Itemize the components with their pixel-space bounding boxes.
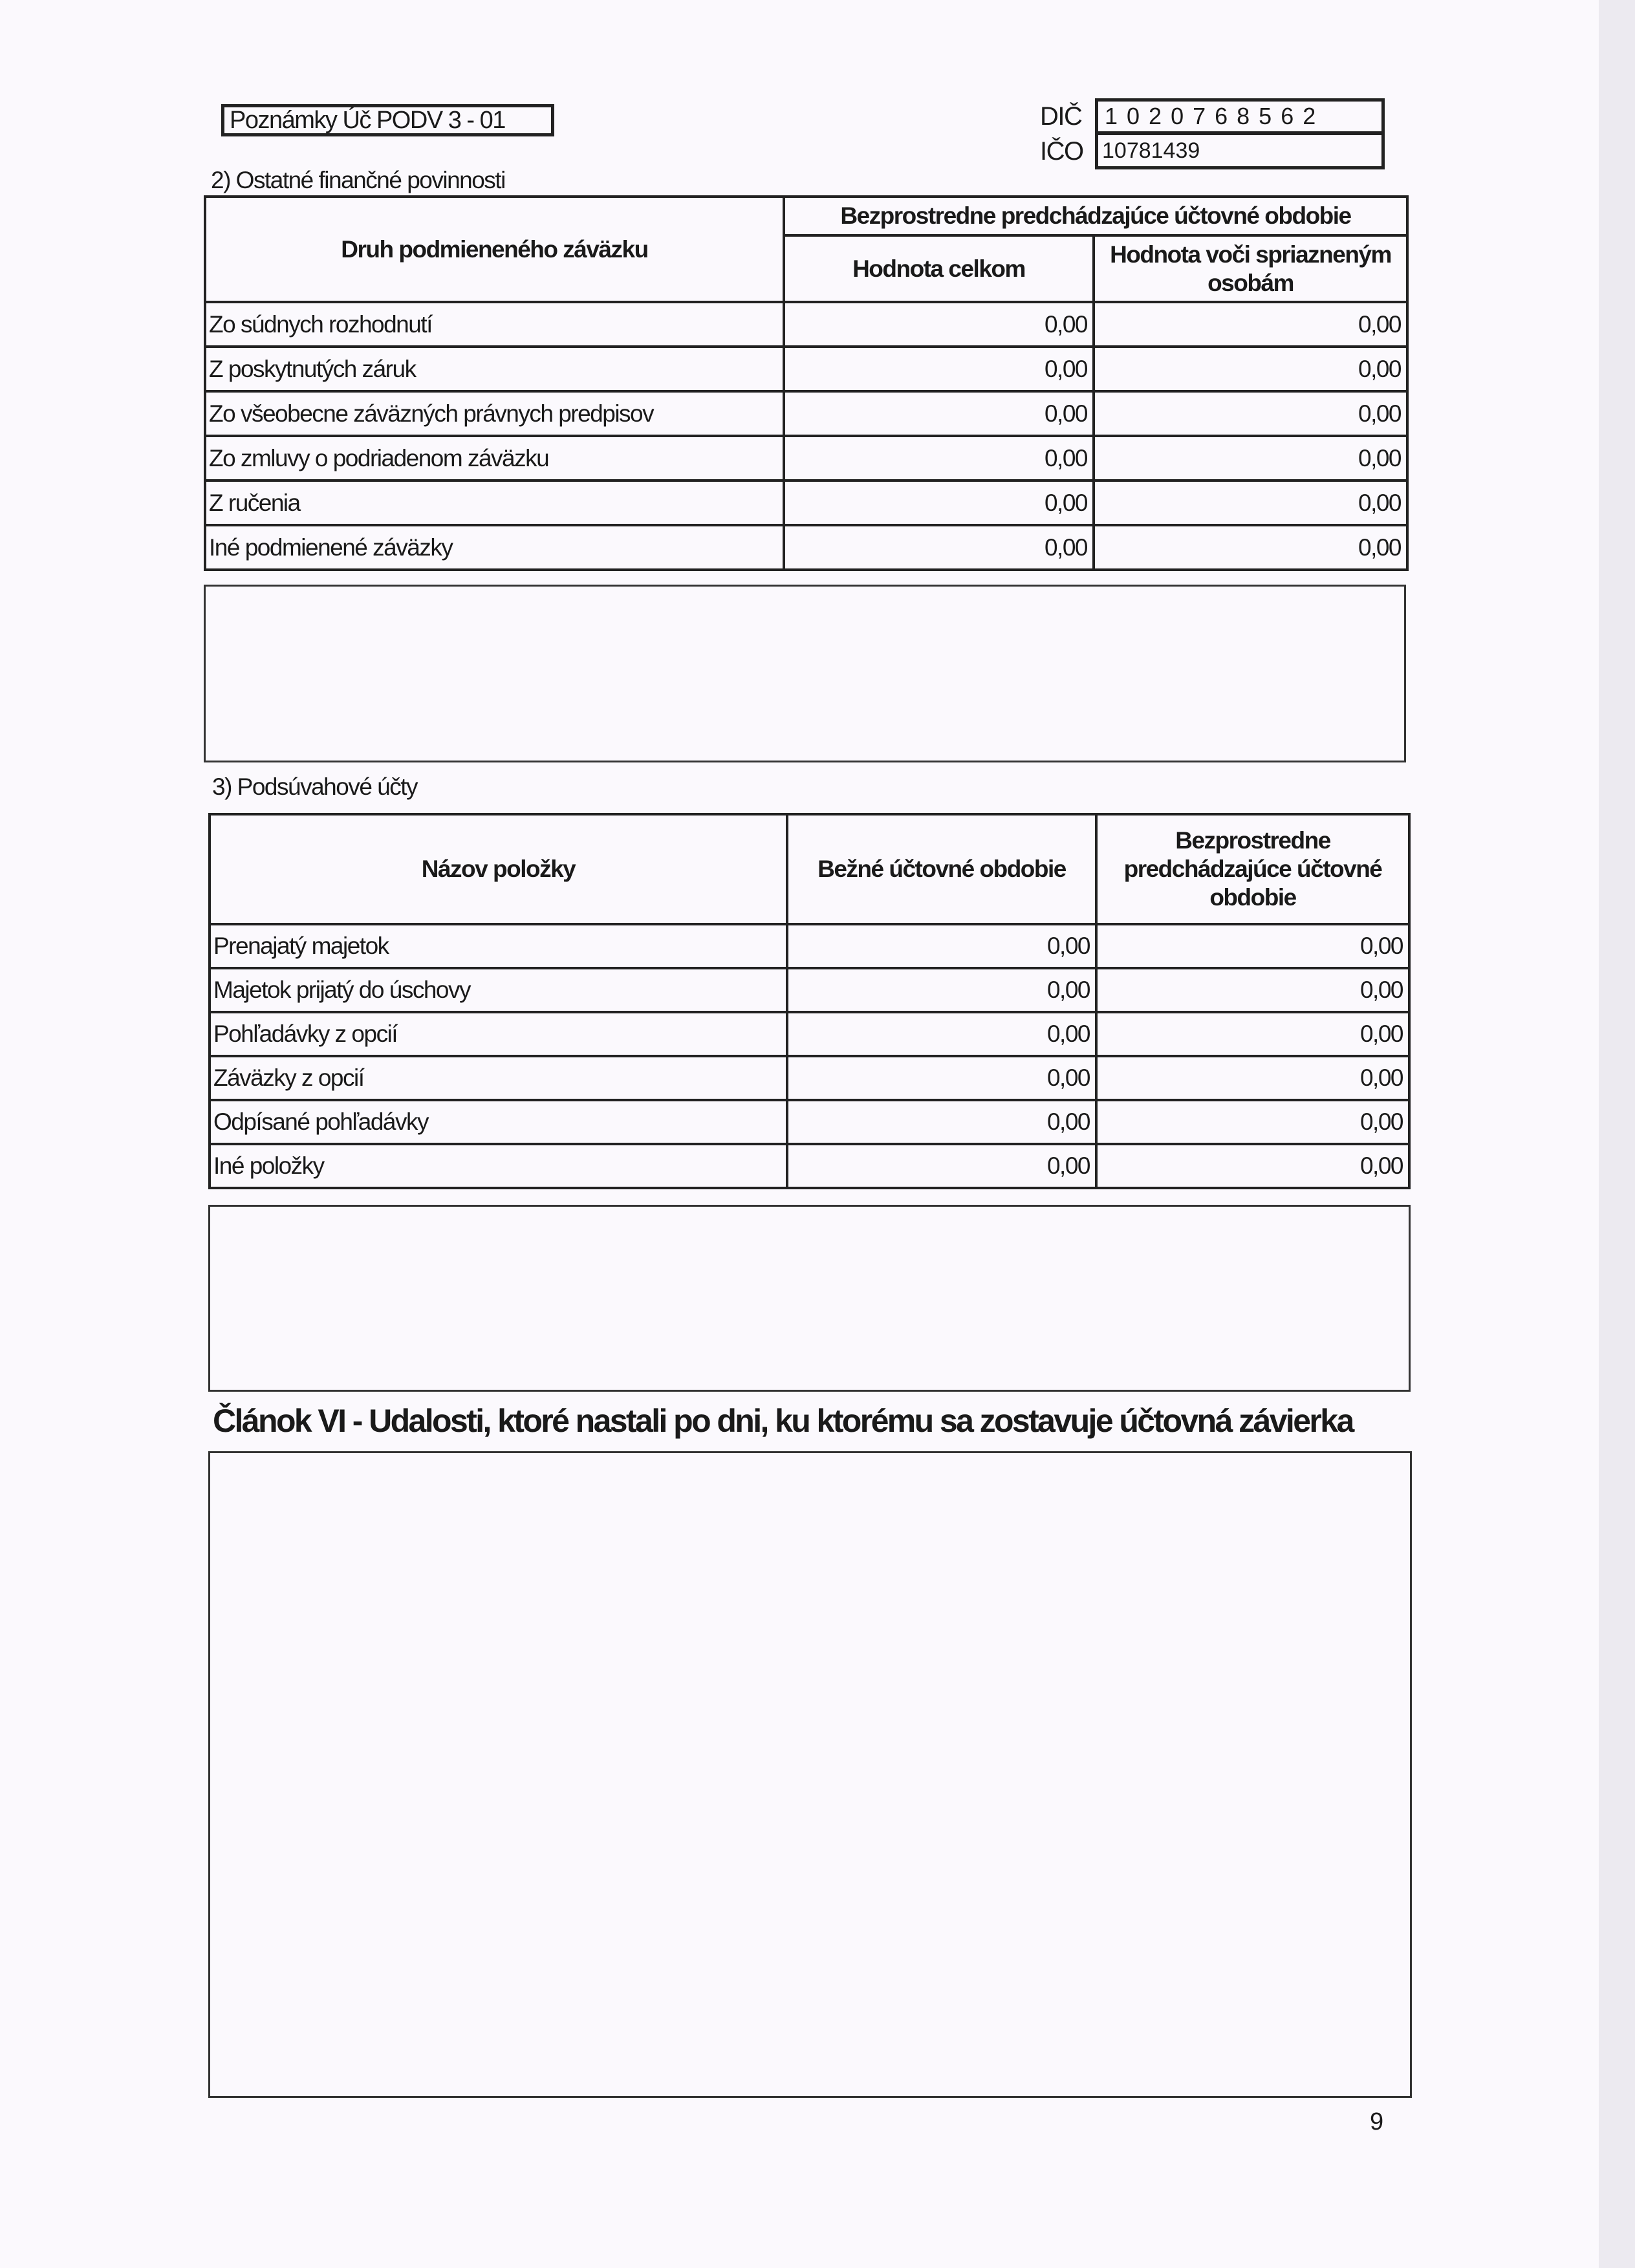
table-row (210, 1056, 1409, 1100)
dic-label: DIČ (1040, 102, 1082, 131)
article6-notes-box[interactable] (208, 1451, 1412, 2098)
current-value: 0,00 (787, 924, 1096, 968)
col-header-related: Hodnota voči spriazneným osobám (1094, 235, 1407, 302)
table-row (205, 391, 1407, 436)
table-row (205, 347, 1407, 391)
related-value: 0,00 (1094, 525, 1407, 570)
previous-value: 0,00 (1096, 1056, 1409, 1100)
section2-notes-box[interactable] (204, 585, 1406, 762)
related-value: 0,00 (1094, 391, 1407, 436)
previous-value: 0,00 (1096, 924, 1409, 968)
table-row (210, 968, 1409, 1012)
article6-heading: Článok VI - Udalosti, ktoré nastali po dni, ku ktorému sa zostavuje účtovná závierka (213, 1403, 1353, 1439)
col-header-group: Bezprostredne predchádzajúce účtovné obdobie (784, 197, 1407, 235)
col-header-name: Názov položky (210, 814, 787, 924)
table-row (210, 1144, 1409, 1188)
current-value: 0,00 (787, 1144, 1096, 1188)
ico-field: 10781439 (1095, 132, 1385, 169)
row-label: Iné podmienené záväzky (205, 525, 784, 570)
row-label: Pohľadávky z opcií (210, 1012, 787, 1056)
previous-value: 0,00 (1096, 1012, 1409, 1056)
related-value: 0,00 (1094, 347, 1407, 391)
table-row (205, 302, 1407, 347)
col-header-previous: Bezprostredne predchádzajúce účtovné obdobie (1096, 814, 1409, 924)
scan-edge (1599, 0, 1635, 2268)
row-label: Z poskytnutých záruk (205, 347, 784, 391)
ico-label: IČO (1040, 137, 1083, 166)
current-value: 0,00 (787, 968, 1096, 1012)
col-header-type: Druh podmieneného záväzku (205, 197, 784, 302)
dic-field: 1 0 2 0 7 6 8 5 6 2 (1095, 98, 1385, 135)
section2-title: 2) Ostatné finančné povinnosti (211, 167, 505, 193)
total-value: 0,00 (784, 391, 1094, 436)
col-header-current: Bežné účtovné obdobie (787, 814, 1096, 924)
form-code-box: Poznámky Úč PODV 3 - 01 (221, 104, 554, 136)
financial-obligations-table (204, 195, 1409, 571)
previous-value: 0,00 (1096, 968, 1409, 1012)
row-label: Z ručenia (205, 481, 784, 525)
table-row (210, 1100, 1409, 1144)
row-label: Zo všeobecne záväzných právnych predpisov (205, 391, 784, 436)
col-header-total: Hodnota celkom (784, 235, 1094, 302)
table-row (205, 436, 1407, 481)
total-value: 0,00 (784, 525, 1094, 570)
current-value: 0,00 (787, 1056, 1096, 1100)
current-value: 0,00 (787, 1100, 1096, 1144)
row-label: Majetok prijatý do úschovy (210, 968, 787, 1012)
row-label: Iné položky (210, 1144, 787, 1188)
row-label: Zo súdnych rozhodnutí (205, 302, 784, 347)
row-label: Záväzky z opcií (210, 1056, 787, 1100)
off-balance-table (208, 813, 1411, 1189)
related-value: 0,00 (1094, 302, 1407, 347)
total-value: 0,00 (784, 347, 1094, 391)
section3-notes-box[interactable] (208, 1205, 1411, 1392)
section3-title: 3) Podsúvahové účty (212, 773, 418, 800)
total-value: 0,00 (784, 481, 1094, 525)
row-label: Zo zmluvy o podriadenom záväzku (205, 436, 784, 481)
page-number: 9 (1370, 2108, 1383, 2135)
row-label: Odpísané pohľadávky (210, 1100, 787, 1144)
previous-value: 0,00 (1096, 1100, 1409, 1144)
related-value: 0,00 (1094, 481, 1407, 525)
related-value: 0,00 (1094, 436, 1407, 481)
table-row (205, 525, 1407, 570)
total-value: 0,00 (784, 302, 1094, 347)
table-row (210, 1012, 1409, 1056)
previous-value: 0,00 (1096, 1144, 1409, 1188)
table-row (205, 481, 1407, 525)
total-value: 0,00 (784, 436, 1094, 481)
row-label: Prenajatý majetok (210, 924, 787, 968)
table-row (210, 924, 1409, 968)
current-value: 0,00 (787, 1012, 1096, 1056)
